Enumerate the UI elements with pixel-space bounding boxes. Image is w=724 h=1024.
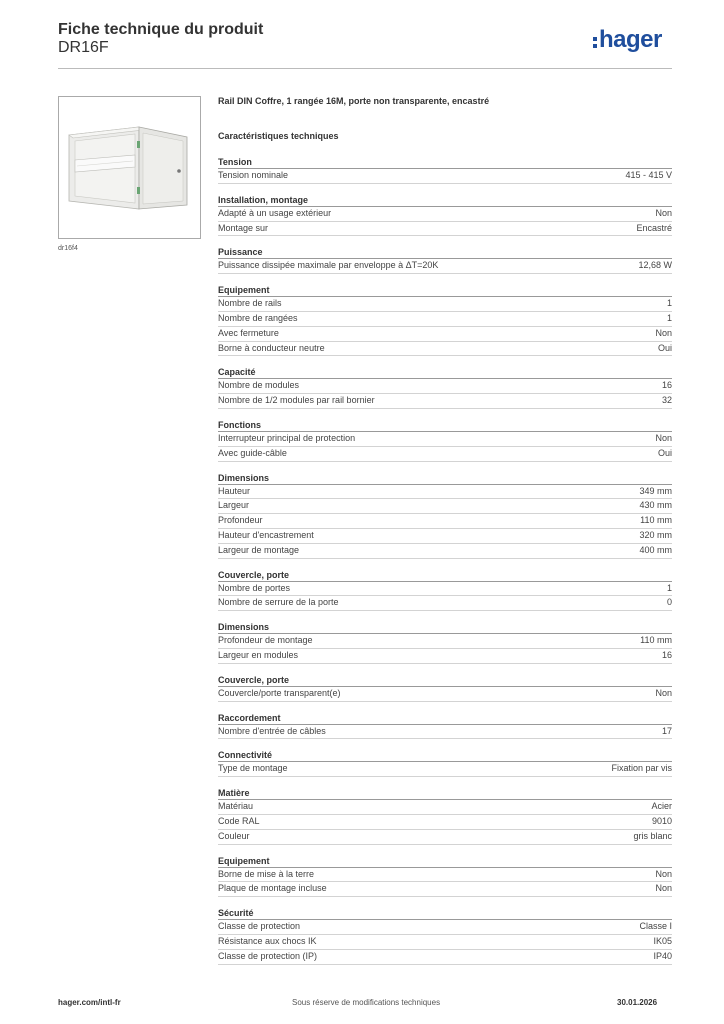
- product-code: DR16F: [58, 39, 109, 56]
- spec-label: Couvercle/porte transparent(e): [218, 687, 341, 698]
- spec-row: [218, 800, 672, 815]
- spec-section: [218, 712, 672, 740]
- spec-row: [218, 815, 672, 830]
- spec-section: [218, 194, 672, 237]
- spec-value: Non: [655, 432, 672, 443]
- spec-value: 32: [661, 395, 672, 406]
- spec-label: Nombre de 1/2 modules par rail bornier: [218, 395, 375, 406]
- spec-label: Plaque de montage incluse: [218, 883, 327, 894]
- spec-label: Montage sur: [218, 222, 269, 233]
- spec-label: Nombre de portes: [218, 582, 291, 593]
- spec-label: Largeur de montage: [218, 544, 300, 555]
- spec-label: Nombre d'entrée de câbles: [218, 725, 326, 736]
- spec-section: [218, 366, 672, 409]
- spec-label: Borne de mise à la terre: [218, 868, 315, 879]
- spec-label: Nombre de modules: [218, 380, 300, 391]
- spec-label: Classe de protection: [218, 921, 301, 932]
- spec-value: 430 mm: [639, 500, 672, 511]
- section-title: Puissance: [218, 246, 672, 259]
- spec-section: [218, 855, 672, 898]
- spec-label: Nombre de rangées: [218, 312, 298, 323]
- section-title: Fonctions: [218, 419, 672, 432]
- spec-value: Classe I: [639, 921, 672, 932]
- spec-label: Adapté à un usage extérieur: [218, 207, 332, 218]
- spec-section: [218, 246, 672, 274]
- spec-value: 1: [666, 298, 672, 309]
- logo-text: hager: [599, 26, 662, 53]
- spec-value: Non: [655, 868, 672, 879]
- header-divider: [58, 68, 672, 69]
- spec-value: 415 - 415 V: [625, 170, 672, 180]
- spec-value: 320 mm: [639, 529, 672, 540]
- spec-label: Matériau: [218, 801, 254, 812]
- spec-section: [218, 621, 672, 664]
- spec-row: [218, 529, 672, 544]
- spec-value: Non: [655, 327, 672, 338]
- image-caption: dr16f4: [58, 245, 78, 252]
- spec-value: IK05: [653, 935, 672, 946]
- spec-section: [218, 156, 672, 184]
- footer-website[interactable]: hager.com/intl-fr: [58, 998, 121, 1007]
- section-title: Equipement: [218, 855, 672, 868]
- spec-value: Oui: [657, 447, 672, 458]
- page-title: Fiche technique du produit: [58, 21, 264, 38]
- spec-row: [218, 447, 672, 462]
- section-title: Couvercle, porte: [218, 569, 672, 582]
- spec-value: gris blanc: [633, 830, 672, 841]
- product-image: [58, 96, 201, 239]
- spec-label: Interrupteur principal de protection: [218, 432, 356, 443]
- spec-section: [218, 419, 672, 462]
- section-title: Connectivité: [218, 749, 672, 762]
- spec-value: 110 mm: [640, 635, 672, 646]
- spec-value: Encastré: [636, 222, 672, 233]
- enclosure-illustration-icon: [59, 97, 200, 238]
- spec-label: Hauteur d'encastrement: [218, 529, 314, 540]
- spec-label: Hauteur: [218, 485, 251, 496]
- specs-table: [218, 156, 672, 975]
- spec-section: [218, 907, 672, 964]
- spec-value: IP40: [653, 950, 672, 961]
- spec-row: [218, 544, 672, 559]
- footer-disclaimer: Sous réserve de modifications techniques: [292, 998, 441, 1007]
- section-title: Tension: [218, 156, 672, 169]
- spec-row: [218, 327, 672, 342]
- spec-value: 16: [661, 649, 672, 660]
- spec-row: [218, 935, 672, 950]
- product-description: Rail DIN Coffre, 1 rangée 16M, porte non transparente, encastré: [218, 96, 490, 106]
- section-title: Sécurité: [218, 907, 672, 920]
- spec-value: 17: [661, 725, 672, 736]
- spec-value: 12,68 W: [638, 260, 672, 271]
- spec-value: Oui: [657, 342, 672, 353]
- spec-value: 16: [661, 380, 672, 391]
- spec-label: Type de montage: [218, 763, 288, 774]
- spec-row: [218, 297, 672, 312]
- spec-label: Borne à conducteur neutre: [218, 342, 325, 353]
- section-title: Installation, montage: [218, 194, 672, 207]
- spec-label: Profondeur: [218, 515, 263, 526]
- spec-value: Non: [655, 207, 672, 218]
- spec-row: [218, 169, 672, 184]
- spec-label: Tension nominale: [218, 170, 289, 180]
- section-title: Matière: [218, 787, 672, 800]
- spec-section: [218, 749, 672, 777]
- section-title: Capacité: [218, 366, 672, 379]
- spec-row: [218, 485, 672, 500]
- spec-row: [218, 394, 672, 409]
- spec-row: [218, 725, 672, 740]
- spec-row: [218, 582, 672, 597]
- spec-label: Avec fermeture: [218, 327, 279, 338]
- spec-label: Profondeur de montage: [218, 635, 313, 646]
- spec-label: Puissance dissipée maximale par enveloppe à ΔT=20K: [218, 260, 439, 271]
- spec-row: [218, 634, 672, 649]
- spec-row: [218, 950, 672, 965]
- spec-section: [218, 569, 672, 612]
- spec-row: [218, 868, 672, 883]
- hager-logo: [593, 26, 662, 54]
- section-title: Equipement: [218, 284, 672, 297]
- spec-row: [218, 207, 672, 222]
- section-title: Couvercle, porte: [218, 674, 672, 687]
- spec-label: Classe de protection (IP): [218, 950, 318, 961]
- spec-row: [218, 514, 672, 529]
- spec-value: 9010: [651, 815, 672, 826]
- spec-label: Largeur en modules: [218, 649, 299, 660]
- spec-section: [218, 674, 672, 702]
- spec-section: [218, 787, 672, 844]
- spec-row: [218, 830, 672, 845]
- spec-row: [218, 222, 672, 237]
- section-title: Dimensions: [218, 472, 672, 485]
- spec-value: Acier: [651, 801, 672, 812]
- spec-section: [218, 284, 672, 356]
- spec-label: Nombre de serrure de la porte: [218, 597, 339, 608]
- spec-label: Largeur: [218, 500, 250, 511]
- spec-section: [218, 472, 672, 559]
- spec-label: Code RAL: [218, 815, 260, 826]
- spec-value: 400 mm: [639, 544, 672, 555]
- logo-dots-icon: [593, 37, 597, 48]
- spec-value: 1: [666, 582, 672, 593]
- spec-label: Résistance aux chocs IK: [218, 935, 317, 946]
- spec-value: 0: [666, 597, 672, 608]
- spec-row: [218, 499, 672, 514]
- spec-row: [218, 596, 672, 611]
- spec-label: Avec guide-câble: [218, 447, 287, 458]
- spec-row: [218, 649, 672, 664]
- spec-row: [218, 687, 672, 702]
- spec-row: [218, 432, 672, 447]
- spec-row: [218, 920, 672, 935]
- specs-title: Caractéristiques techniques: [218, 131, 339, 141]
- spec-row: [218, 342, 672, 357]
- spec-label: Nombre de rails: [218, 298, 282, 309]
- spec-value: 1: [666, 312, 672, 323]
- section-title: Dimensions: [218, 621, 672, 634]
- spec-value: Non: [655, 883, 672, 894]
- spec-label: Couleur: [218, 830, 250, 841]
- section-title: Raccordement: [218, 712, 672, 725]
- spec-row: [218, 259, 672, 274]
- spec-row: [218, 762, 672, 777]
- spec-value: 349 mm: [639, 485, 672, 496]
- spec-value: Fixation par vis: [611, 763, 672, 774]
- spec-value: Non: [655, 687, 672, 698]
- spec-row: [218, 882, 672, 897]
- footer-date: 30.01.2026: [617, 998, 658, 1007]
- spec-row: [218, 312, 672, 327]
- spec-row: [218, 379, 672, 394]
- spec-value: 110 mm: [640, 515, 672, 526]
